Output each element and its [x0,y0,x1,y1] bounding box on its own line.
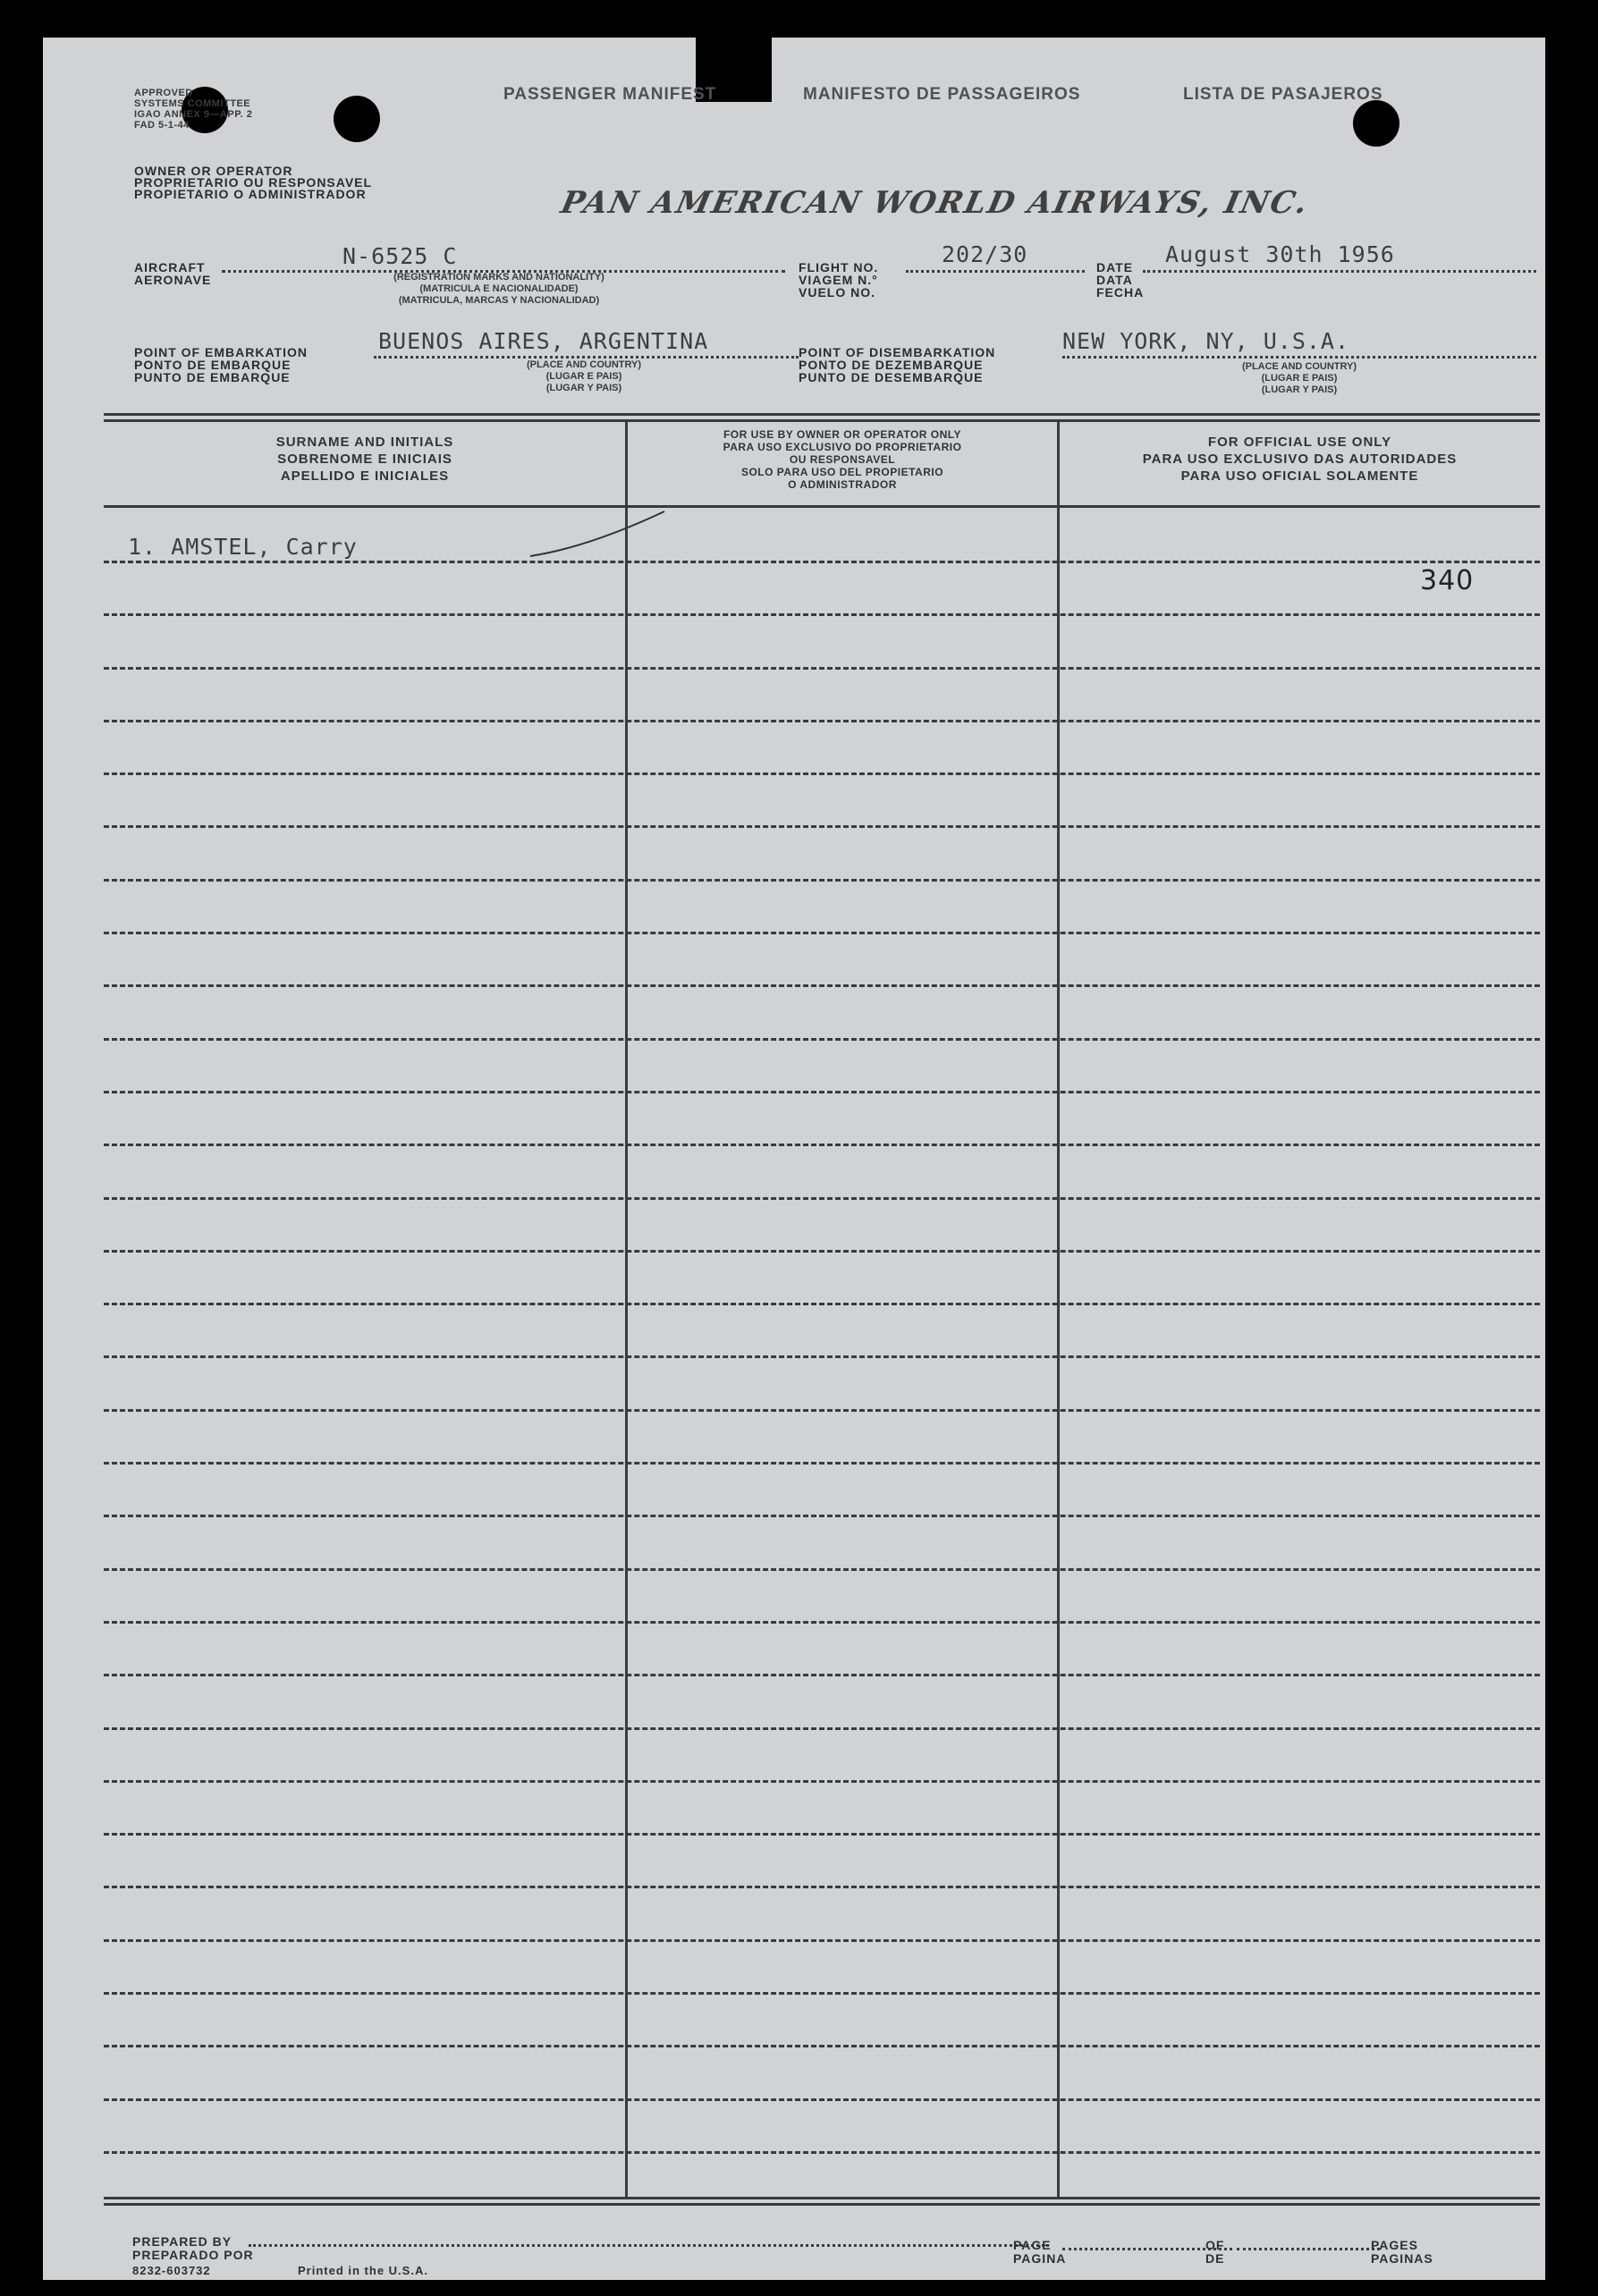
row-line [104,1833,1540,1836]
row-line [104,720,1540,722]
row-line [104,667,1540,670]
date-value: August 30th 1956 [1165,241,1395,267]
prepared-labels: PREPARED BY PREPARADO POR [132,2234,254,2262]
date-underline [1143,270,1536,273]
embark-value: BUENOS AIRES, ARGENTINA [378,328,709,354]
prepared-underline [249,2244,1049,2247]
punch-hole-right [1353,100,1399,147]
aircraft-labels: AIRCRAFT AERONAVE [134,260,212,287]
column-divider-2 [1057,422,1060,2197]
official-number: 340 [1420,565,1475,596]
row-line [104,1727,1540,1730]
row-line [104,825,1540,828]
row-line [104,2045,1540,2047]
table-top-rule-2 [104,419,1540,422]
row-line [104,772,1540,775]
row-line [104,1886,1540,1888]
row-line [104,1303,1540,1305]
row-line [104,984,1540,987]
row-line [104,879,1540,882]
row-line [104,2151,1540,2154]
row-line [104,1091,1540,1093]
embark-labels: POINT OF EMBARKATION PONTO DE EMBARQUE PUNTO DE EMBARQUE [134,345,308,384]
row-line [104,932,1540,934]
row-line [104,1144,1540,1146]
printed-note: Printed in the U.S.A. [298,2264,428,2277]
aircraft-value: N-6525 C [342,243,458,269]
passenger-name: 1. AMSTEL, Carry [128,534,358,560]
row-line [104,1992,1540,1995]
table-bottom-rule [104,2197,1540,2199]
flight-underline [906,270,1085,273]
disembark-sublabels: (PLACE AND COUNTRY) (LUGAR E PAIS) (LUGAR Y PAIS) [1241,361,1357,395]
table-top-rule [104,413,1540,416]
embark-sublabels: (PLACE AND COUNTRY) (LUGAR E PAIS) (LUGAR Y PAIS) [526,359,642,393]
table-bottom-rule-2 [104,2203,1540,2206]
of-underline [1237,2248,1380,2250]
owner-labels: OWNER OR OPERATOR PROPRIETARIO OU RESPONSAVEL PROPIETARIO O ADMINISTRADOR [134,164,373,201]
disembark-labels: POINT OF DISEMBARKATION PONTO DE DEZEMBARQUE PUNTO DE DESEMBARQUE [799,345,996,384]
pages-labels: PAGES PAGINAS [1371,2238,1433,2266]
row-line [104,1355,1540,1358]
row-line [104,1780,1540,1783]
col-header-surname: SURNAME AND INITIALS SOBRENOME E INICIAIS APELLIDO E INICIALES [275,435,454,484]
form-number: 8232-603732 [132,2264,211,2277]
row-line [104,1462,1540,1465]
disembark-underline [1062,356,1536,359]
header-bottom-rule [104,505,1540,508]
of-labels: OF DE [1205,2238,1225,2266]
flight-labels: FLIGHT NO. VIAGEM N.° VUELO NO. [799,260,879,300]
col-header-official: FOR OFFICIAL USE ONLY PARA USO EXCLUSIVO DAS AUTORIDADES PARA USO OFICIAL SOLAMENTE [1142,435,1458,484]
row-line [104,1568,1540,1571]
column-divider-1 [625,422,628,2197]
row-line [104,613,1540,616]
aircraft-sublabels: (REGISTRATION MARKS AND NATIONALITY) (MATRICULA E NACIONALIDADE) (MATRICULA, MARCAS Y NACIONALIDAD) [393,272,605,306]
pen-stroke [526,507,669,561]
disembark-value: NEW YORK, NY, U.S.A. [1062,328,1350,354]
embark-underline [374,356,799,359]
row-line [104,1939,1540,1942]
row-line [104,1409,1540,1412]
row-line [104,2098,1540,2101]
row-line [104,1250,1540,1253]
airline-name: PAN AMERICAN WORLD AIRWAYS, INC. [557,185,1313,221]
col-header-operator: FOR USE BY OWNER OR OPERATOR ONLY PARA USO EXCLUSIVO DO PROPRIETARIO OU RESPONSAVEL SOLO PARA USO DEL PROPIETARIO O ADMINISTRADOR [723,428,962,491]
punch-hole-center [334,96,380,142]
manifest-sheet [43,38,1545,2280]
date-labels: DATE DATA FECHA [1096,260,1145,300]
title-portuguese: MANIFESTO DE PASSAGEIROS [803,85,1081,104]
row-line [104,561,1540,563]
row-line [104,1038,1540,1041]
title-english: PASSENGER MANIFEST [503,85,717,104]
row-line [104,1197,1540,1200]
approval-block: APPROVED SYSTEMS COMMITTEE IGAO ANNEX 9—APP. 2 FAD 5-1-44 [134,88,253,131]
row-line [104,1674,1540,1676]
row-line [104,1621,1540,1624]
row-line [104,1515,1540,1517]
flight-value: 202/30 [942,241,1028,267]
page-labels: PAGE PAGINA [1013,2238,1067,2266]
title-spanish: LISTA DE PASAJEROS [1183,85,1383,104]
